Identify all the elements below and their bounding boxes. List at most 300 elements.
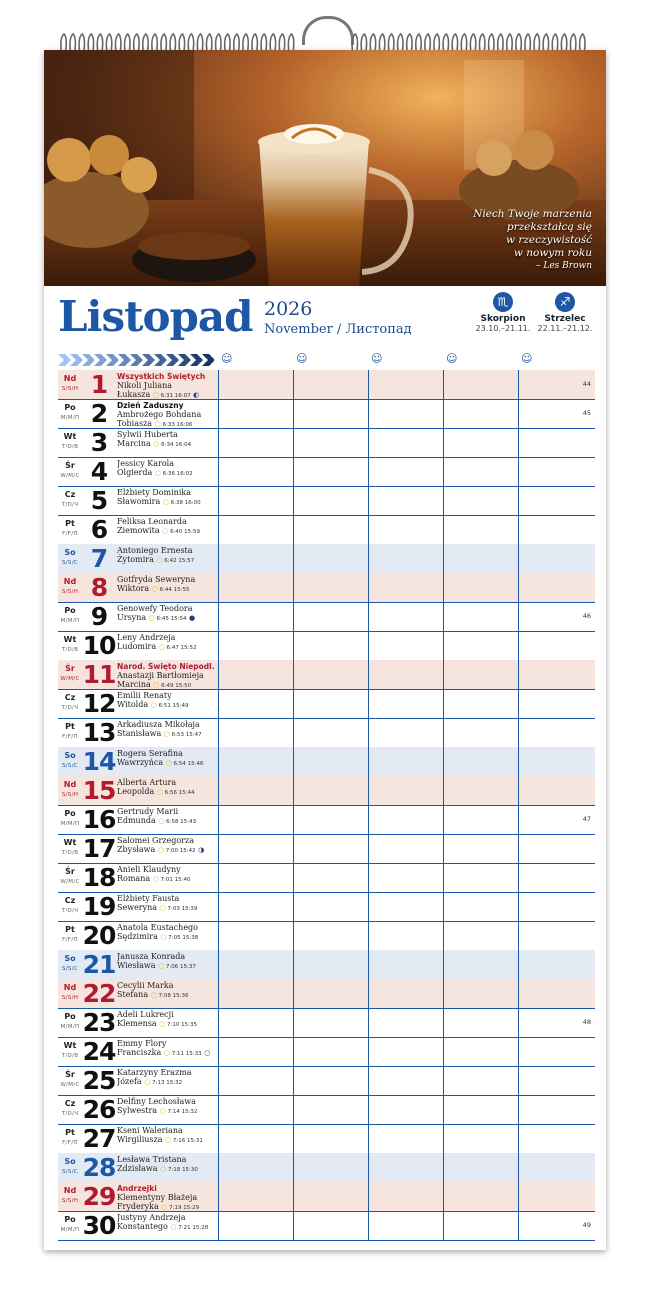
name-day: Elżbiety Dominika (117, 488, 192, 497)
note-cell[interactable] (444, 1211, 518, 1240)
name-days (117, 1068, 217, 1088)
sun-times (158, 819, 196, 825)
sun-icon: ○ (153, 440, 160, 448)
sunrise-time: 7:19 (169, 1205, 182, 1211)
day-row (58, 718, 595, 748)
note-cell[interactable] (294, 921, 368, 950)
note-cell[interactable] (369, 486, 443, 515)
note-cell[interactable] (219, 1182, 293, 1211)
weekday-abbr: So (64, 751, 76, 760)
note-cell[interactable] (369, 515, 443, 544)
column-header-5 (518, 352, 593, 368)
day-row (58, 457, 595, 487)
note-cell[interactable] (219, 863, 293, 892)
note-cell[interactable] (294, 544, 368, 573)
sunrise-time: 6:53 (171, 732, 185, 738)
note-cell[interactable] (519, 515, 595, 544)
sunrise-time: 6:42 (164, 558, 177, 564)
name-days (117, 952, 217, 972)
name-days (117, 691, 217, 711)
name-day-line (117, 497, 217, 508)
note-cell[interactable] (294, 1182, 368, 1211)
name-days (117, 517, 217, 537)
note-cell[interactable] (444, 370, 518, 399)
note-cell[interactable] (219, 515, 293, 544)
note-cell[interactable] (369, 747, 443, 776)
note-cell[interactable] (444, 1124, 518, 1153)
note-cell[interactable] (294, 660, 368, 689)
note-cell[interactable] (519, 573, 595, 602)
note-cell[interactable] (369, 1182, 443, 1211)
note-cell[interactable] (219, 1008, 293, 1037)
sun-times (164, 1051, 202, 1057)
note-cell[interactable] (369, 370, 443, 399)
weekday-letters: T/D/В (61, 647, 79, 653)
day-row (58, 1008, 595, 1038)
note-cell[interactable] (219, 457, 293, 486)
note-cell[interactable] (519, 834, 595, 863)
name-days (117, 662, 217, 691)
note-cell[interactable] (219, 747, 293, 776)
note-cell[interactable] (519, 689, 595, 718)
note-cell[interactable] (444, 631, 518, 660)
note-cell[interactable] (444, 1182, 518, 1211)
sun-icon: ○ (151, 585, 158, 593)
note-cell[interactable] (219, 921, 293, 950)
note-cell[interactable] (369, 1153, 443, 1182)
note-cell[interactable] (369, 1124, 443, 1153)
week-number: 49 (582, 1221, 591, 1229)
day-number: 18 (82, 863, 116, 892)
note-cell[interactable] (294, 1066, 368, 1095)
chevron-arrow (70, 354, 83, 366)
sun-times (153, 877, 191, 883)
note-cell[interactable] (294, 602, 368, 631)
note-cell[interactable] (444, 1037, 518, 1066)
note-cell[interactable] (369, 863, 443, 892)
weekday-abbr: Po (64, 1012, 76, 1021)
name-day-line (117, 990, 217, 1001)
note-cell[interactable] (219, 1095, 293, 1124)
note-cell[interactable] (219, 399, 293, 428)
sunset-time: 15:38 (182, 935, 199, 941)
name-days (117, 894, 217, 914)
weekday-abbr: Wt (63, 1041, 77, 1050)
weekday-letters: T/D/Ч (61, 705, 79, 711)
note-cell[interactable] (294, 950, 368, 979)
note-cell[interactable] (294, 718, 368, 747)
note-cell[interactable] (519, 979, 595, 1008)
note-cell[interactable] (294, 428, 368, 457)
day-number: 21 (82, 950, 116, 979)
name-days (117, 1010, 217, 1030)
sunset-time: 15:54 (170, 616, 187, 622)
weekday-letters: F/F/П (62, 734, 78, 740)
name-day-line (117, 1048, 217, 1059)
day-number: 17 (82, 834, 116, 863)
name-day-line (117, 1019, 217, 1030)
note-cell[interactable] (369, 892, 443, 921)
note-cell[interactable] (519, 486, 595, 515)
note-cell[interactable] (369, 660, 443, 689)
note-cell[interactable] (519, 1037, 595, 1066)
chevron-arrow (190, 354, 203, 366)
note-cell[interactable] (519, 631, 595, 660)
sun-icon: ○ (153, 681, 160, 689)
day-number: 15 (82, 776, 116, 805)
sun-icon: ○ (157, 846, 164, 854)
name-days (117, 401, 217, 430)
name-day-line (117, 613, 217, 624)
note-cell[interactable] (219, 805, 293, 834)
weekday-letters: S/S/Н (61, 386, 79, 392)
note-cell[interactable] (444, 486, 518, 515)
day-number: 19 (82, 892, 116, 921)
note-cell[interactable] (294, 486, 368, 515)
sun-icon: ○ (158, 817, 165, 825)
sunrise-time: 7:01 (160, 877, 173, 883)
moon-phase-icon: ◑ (198, 846, 205, 854)
weekday-letters: M/M/П (60, 618, 80, 624)
note-cell[interactable] (219, 1153, 293, 1182)
note-cell[interactable] (519, 1124, 595, 1153)
sun-icon: ○ (156, 556, 163, 564)
sun-times (152, 587, 190, 593)
name-day-line (117, 584, 217, 595)
note-cell[interactable] (294, 1211, 368, 1240)
day-number: 30 (82, 1211, 116, 1240)
note-cell[interactable] (369, 399, 443, 428)
name-day: Fryderyka (117, 1202, 159, 1211)
note-cell[interactable] (369, 805, 443, 834)
note-cell[interactable] (219, 950, 293, 979)
note-cell[interactable] (369, 544, 443, 573)
weekday-abbr: Pt (65, 925, 75, 934)
note-cell[interactable] (369, 428, 443, 457)
note-cell[interactable] (369, 1008, 443, 1037)
sunrise-time: 6:36 (162, 471, 176, 477)
note-cell[interactable] (519, 1153, 595, 1182)
day-row (58, 776, 595, 806)
note-cell[interactable] (294, 805, 368, 834)
zodiac-name: Strzelec (544, 314, 586, 324)
sunset-time: 15:32 (166, 1080, 183, 1086)
month-header (44, 286, 606, 350)
month-title: Listopad (58, 292, 253, 341)
note-cell[interactable] (219, 689, 293, 718)
note-cell[interactable] (444, 718, 518, 747)
note-cell[interactable] (369, 689, 443, 718)
day-number: 20 (82, 921, 116, 950)
week-number: 46 (582, 612, 591, 620)
note-cell[interactable] (219, 486, 293, 515)
note-cell[interactable] (444, 1066, 518, 1095)
note-cell[interactable] (444, 515, 518, 544)
sun-icon: ○ (150, 701, 157, 709)
note-cell[interactable] (219, 1037, 293, 1066)
note-cell[interactable] (294, 834, 368, 863)
note-cell[interactable] (519, 921, 595, 950)
sun-icon: ○ (158, 643, 165, 651)
sun-icon: ○ (144, 1078, 151, 1086)
name-days (117, 633, 217, 653)
sunrise-time: 6:58 (166, 819, 179, 825)
note-cell[interactable] (369, 1211, 443, 1240)
note-cell[interactable] (219, 573, 293, 602)
sunrise-time: 6:54 (173, 761, 186, 767)
holiday-name: Dzień Zaduszny (117, 401, 184, 410)
note-cell[interactable] (519, 1182, 595, 1211)
sunset-time: 15:35 (181, 1022, 197, 1028)
name-day-line (117, 526, 217, 537)
note-cell[interactable] (294, 689, 368, 718)
sun-times (159, 645, 197, 651)
weekday-letters: T/D/Ч (61, 1111, 79, 1117)
note-cell[interactable] (519, 660, 595, 689)
note-cell[interactable] (219, 660, 293, 689)
name-days (117, 865, 217, 885)
day-row (58, 805, 595, 835)
weekday-abbr: Nd (63, 983, 77, 992)
day-number: 2 (90, 399, 108, 428)
day-row (58, 1153, 595, 1183)
note-cell[interactable] (219, 776, 293, 805)
weekday-abbr: So (64, 954, 76, 963)
note-cell[interactable] (219, 1066, 293, 1095)
zodiac-sagittarius (534, 292, 596, 333)
day-number: 13 (82, 718, 116, 747)
note-cell[interactable] (294, 370, 368, 399)
note-cell[interactable] (369, 950, 443, 979)
weekday-letters: S/S/С (61, 763, 79, 769)
sunrise-time: 6:51 (158, 703, 171, 709)
note-cell[interactable] (219, 979, 293, 1008)
sun-icon: ○ (159, 904, 166, 912)
note-cell[interactable] (294, 1037, 368, 1066)
note-cell[interactable] (444, 1008, 518, 1037)
note-cell[interactable] (444, 428, 518, 457)
sunset-time: 15:31 (187, 1138, 203, 1144)
name-day: Genowefy Teodora (117, 604, 193, 613)
weekday-abbr: Cz (64, 490, 76, 499)
year-label: 2026 (264, 298, 313, 320)
week-number: 45 (582, 409, 591, 417)
day-number: 16 (82, 805, 116, 834)
note-cell[interactable] (294, 399, 368, 428)
sun-icon: ○ (152, 875, 159, 883)
day-number: 26 (82, 1095, 116, 1124)
sun-icon: ○ (150, 991, 157, 999)
name-day-line (117, 816, 217, 827)
note-cell[interactable] (369, 776, 443, 805)
note-cell[interactable] (519, 776, 595, 805)
note-cell[interactable] (369, 1037, 443, 1066)
note-cell[interactable] (369, 1095, 443, 1124)
name-day: Sylwestra (117, 1106, 158, 1115)
note-cell[interactable] (444, 573, 518, 602)
note-cell[interactable] (519, 457, 595, 486)
note-cell[interactable] (519, 892, 595, 921)
name-day: Gotfryda Seweryna (117, 575, 196, 584)
note-cell[interactable] (444, 602, 518, 631)
note-cell[interactable] (219, 544, 293, 573)
sunrise-time: 6:44 (159, 587, 172, 593)
note-cell[interactable] (444, 805, 518, 834)
sunset-time: 16:04 (175, 442, 192, 448)
note-cell[interactable] (444, 1095, 518, 1124)
note-cell[interactable] (519, 863, 595, 892)
day-number: 24 (82, 1037, 116, 1066)
day-row (58, 1182, 595, 1212)
weekday-abbr: Nd (63, 374, 77, 383)
sun-icon: ○ (159, 1020, 166, 1028)
note-cell[interactable] (369, 602, 443, 631)
name-days (117, 836, 217, 856)
sunrise-time: 7:14 (167, 1109, 180, 1115)
weekday-letters: T/D/Ч (61, 908, 79, 914)
note-cell[interactable] (219, 602, 293, 631)
weekday-letters: S/S/Н (61, 995, 79, 1001)
name-day: Anatola Eustachego (117, 923, 198, 932)
note-cell[interactable] (519, 1066, 595, 1095)
weekday-letters: S/S/Н (61, 589, 79, 595)
weekday-abbr: Śr (65, 461, 75, 470)
note-cell[interactable] (444, 776, 518, 805)
name-day: Stanisława (117, 729, 162, 738)
day-number: 22 (82, 979, 116, 1008)
note-cell[interactable] (369, 457, 443, 486)
note-cell[interactable] (219, 718, 293, 747)
note-cell[interactable] (369, 573, 443, 602)
scorpio-sign-icon: ♏ (493, 292, 513, 312)
weekday-abbr: Wt (63, 432, 77, 441)
name-day: Katarzyny Erazma (117, 1068, 192, 1077)
note-cell[interactable] (444, 544, 518, 573)
day-number: 27 (82, 1124, 116, 1153)
sun-times (155, 471, 193, 477)
name-day-line (117, 874, 217, 885)
weekday-letters: W/M/С (60, 473, 80, 479)
name-day: Sędzimira (117, 932, 158, 941)
name-day: Emmy Flory (117, 1039, 167, 1048)
note-cell[interactable] (369, 979, 443, 1008)
note-cell[interactable] (444, 399, 518, 428)
calendar-sheet (44, 50, 606, 1250)
note-cell[interactable] (369, 1066, 443, 1095)
chevron-arrows-icon (58, 353, 214, 367)
day-row (58, 834, 595, 864)
note-cell[interactable] (219, 1124, 293, 1153)
note-cell[interactable] (519, 718, 595, 747)
note-cell[interactable] (444, 747, 518, 776)
name-day: Józefa (117, 1077, 142, 1086)
sunset-time: 15:28 (192, 1225, 209, 1231)
note-cell[interactable] (444, 950, 518, 979)
sunrise-time: 6:31 (160, 393, 173, 399)
note-cell[interactable] (444, 921, 518, 950)
quote-author: – Les Brown (536, 261, 592, 271)
note-cell[interactable] (294, 1153, 368, 1182)
note-cell[interactable] (294, 1008, 368, 1037)
name-day: Klementyny Błażeja (117, 1193, 198, 1202)
note-cell[interactable] (294, 863, 368, 892)
note-cell[interactable] (369, 921, 443, 950)
note-cell[interactable] (294, 515, 368, 544)
note-cell[interactable] (444, 834, 518, 863)
note-cell[interactable] (294, 892, 368, 921)
day-row (58, 1124, 595, 1154)
note-cell[interactable] (294, 573, 368, 602)
weekday-letters: M/M/П (60, 415, 80, 421)
moon-phase-icon: ○ (204, 1049, 211, 1057)
month-translation: November / Листопад (264, 322, 412, 337)
note-cell[interactable] (219, 1211, 293, 1240)
sun-times (160, 1109, 198, 1115)
sun-times (170, 1225, 208, 1231)
note-cell[interactable] (219, 892, 293, 921)
sun-times (159, 1022, 197, 1028)
note-cell[interactable] (294, 747, 368, 776)
note-cell[interactable] (294, 1095, 368, 1124)
chevron-arrow (154, 354, 167, 366)
sun-icon: ○ (152, 391, 159, 399)
note-cell[interactable] (369, 834, 443, 863)
note-cell[interactable] (519, 950, 595, 979)
note-cell[interactable] (444, 863, 518, 892)
name-day: Gertrudy Marii (117, 807, 179, 816)
note-cell[interactable] (294, 631, 368, 660)
note-cell[interactable] (519, 1095, 595, 1124)
note-cell[interactable] (294, 979, 368, 1008)
note-cell[interactable] (519, 544, 595, 573)
note-cell[interactable] (444, 979, 518, 1008)
note-cell[interactable] (294, 776, 368, 805)
note-cell[interactable] (444, 689, 518, 718)
note-cell[interactable] (369, 718, 443, 747)
note-cell[interactable] (219, 428, 293, 457)
name-days (117, 1184, 217, 1213)
note-cell[interactable] (294, 457, 368, 486)
note-cell[interactable] (219, 834, 293, 863)
sun-times (149, 616, 187, 622)
weekday-abbr: Cz (64, 693, 76, 702)
weekday-letters: W/M/С (60, 879, 80, 885)
name-days (117, 546, 217, 566)
note-cell[interactable] (444, 660, 518, 689)
name-days (117, 575, 217, 595)
name-day: Leny Andrzeja (117, 633, 176, 642)
note-cell[interactable] (369, 631, 443, 660)
name-day: Zdzisława (117, 1164, 158, 1173)
sunrise-time: 7:05 (168, 935, 181, 941)
name-day-line (117, 758, 217, 769)
note-cell[interactable] (219, 631, 293, 660)
weekday-abbr: Wt (63, 838, 77, 847)
note-cell[interactable] (294, 1124, 368, 1153)
note-cell[interactable] (219, 370, 293, 399)
name-day: Anieli Klaudyny (117, 865, 181, 874)
sunrise-time: 6:45 (156, 616, 169, 622)
note-cell[interactable] (444, 892, 518, 921)
sunset-time: 15:32 (181, 1109, 198, 1115)
note-cell[interactable] (519, 428, 595, 457)
chevron-arrow (130, 354, 143, 366)
name-day: Antoniego Ernesta (117, 546, 193, 555)
note-cell[interactable] (444, 1153, 518, 1182)
note-cell[interactable] (519, 747, 595, 776)
day-row (58, 747, 595, 777)
note-cell[interactable] (444, 457, 518, 486)
